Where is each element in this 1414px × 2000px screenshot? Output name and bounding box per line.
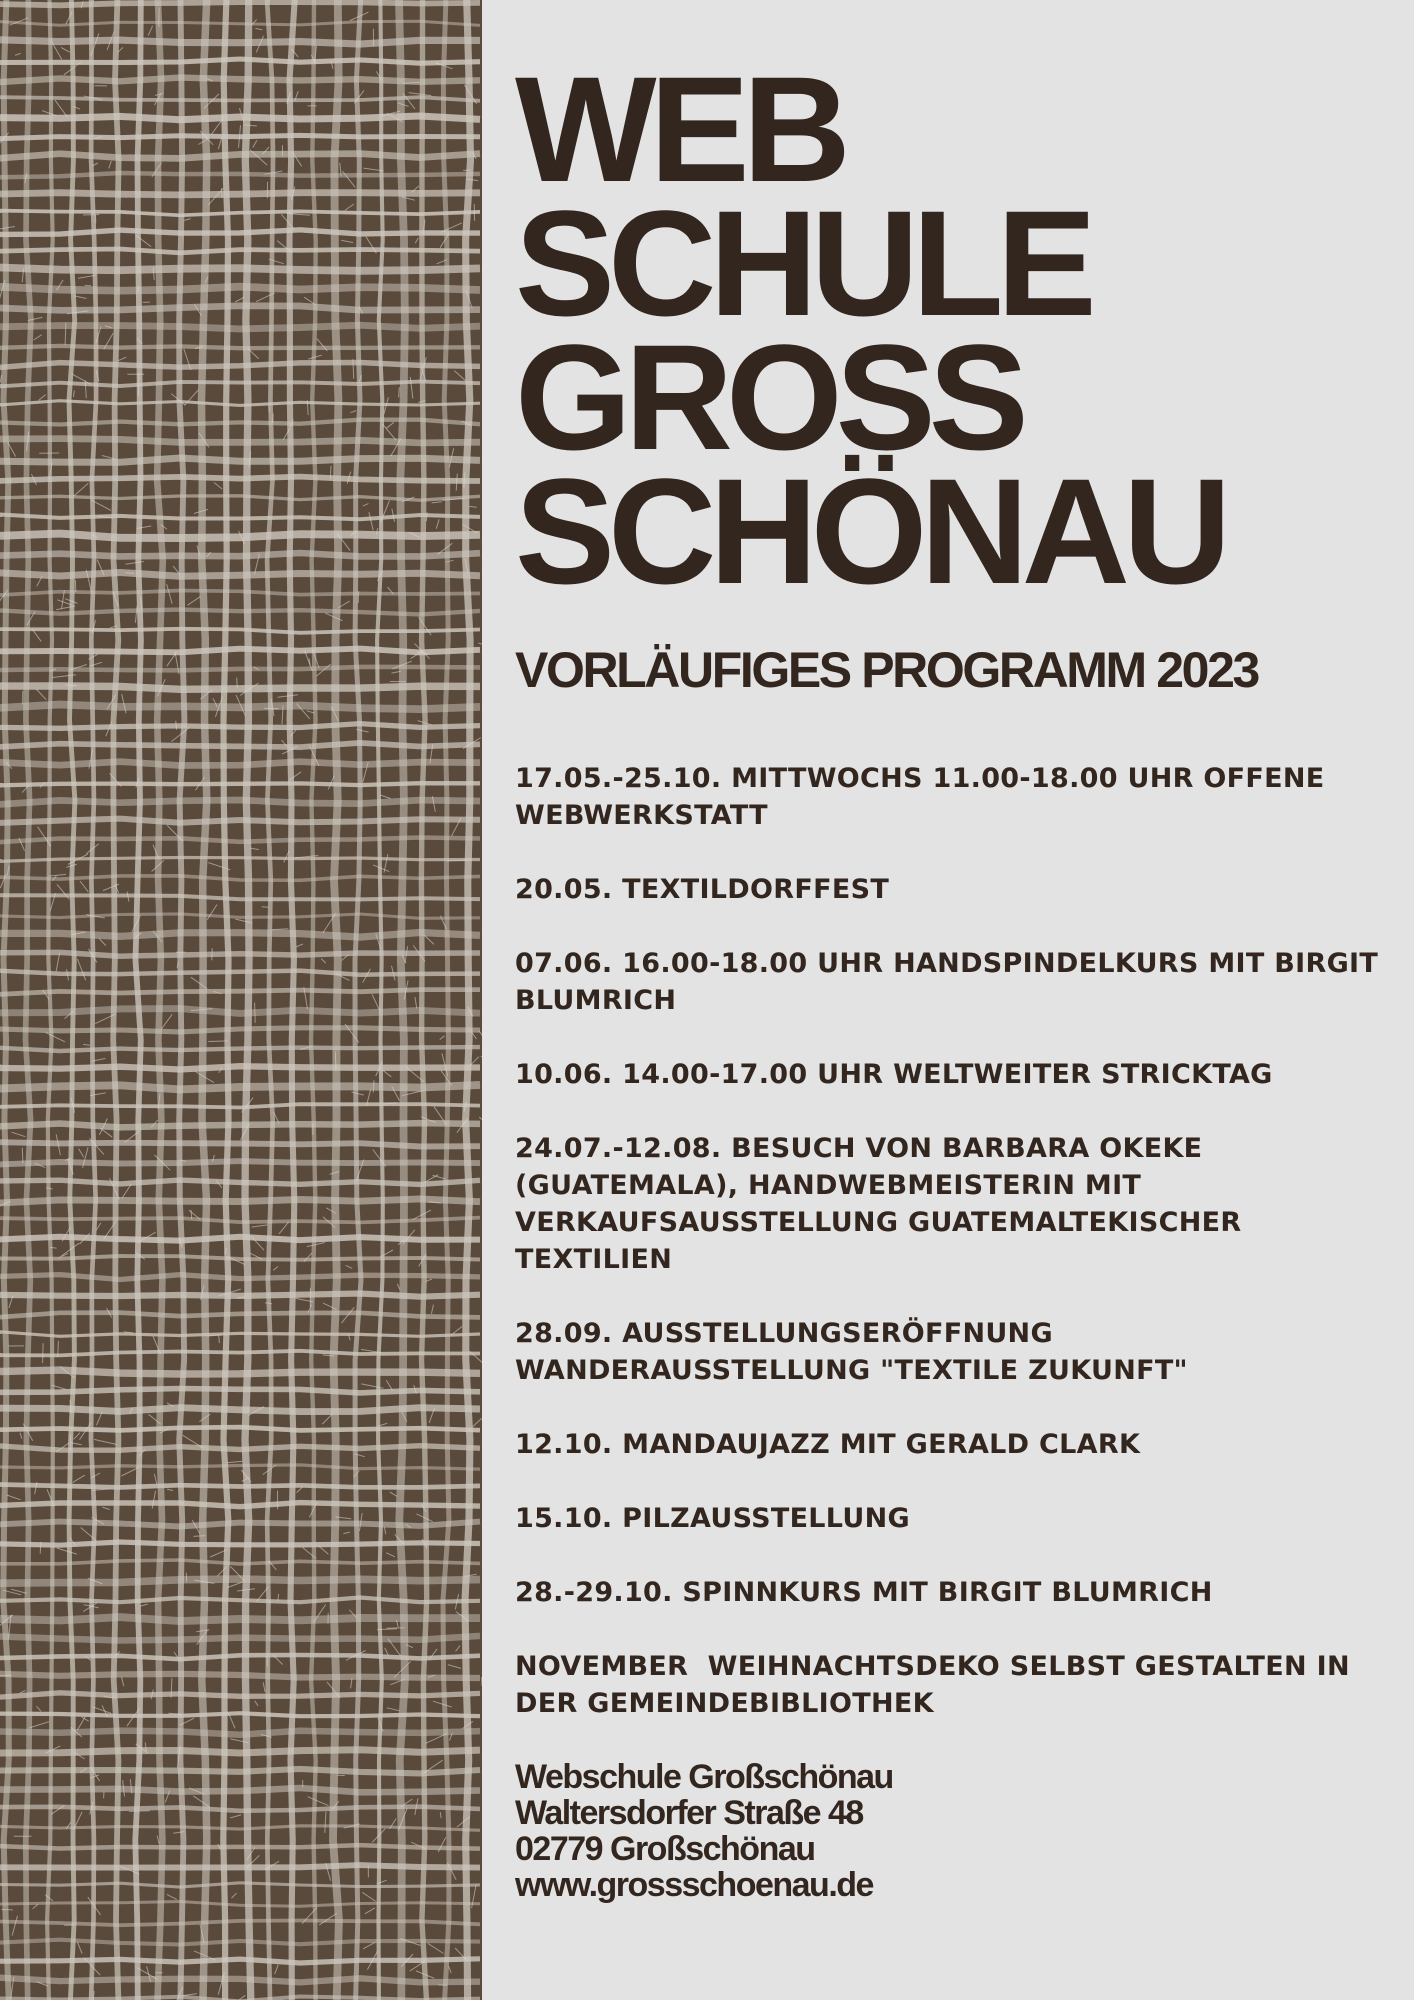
- contact-address: [515, 1759, 1395, 1903]
- title-line-3: GROSS: [515, 313, 1022, 481]
- event-list: [515, 760, 1395, 1722]
- event-item: 07.06. 16.00-18.00 UHR HANDSPINDELKURS MIT BIRGIT BLUMRICH: [515, 948, 1379, 1016]
- address-website: www.grossschoenau.de: [515, 1866, 873, 1904]
- event-item: 28.09. AUSSTELLUNGSERÖFFNUNG WANDERAUSSTELLUNG "TEXTILE ZUKUNFT": [515, 1318, 1188, 1386]
- event-item: 28.-29.10. SPINNKURS MIT BIRGIT BLUMRICH: [515, 1577, 1213, 1608]
- address-name: Webschule Großschönau: [515, 1758, 893, 1796]
- page-title: [515, 45, 1395, 615]
- address-street: Waltersdorfer Straße 48: [515, 1794, 863, 1832]
- event-item: NOVEMBER WEIHNACHTSDEKO SELBST GESTALTEN IN DER GEMEINDEBIBLIOTHEK: [515, 1651, 1360, 1719]
- address-city: 02779 Großschönau: [515, 1830, 815, 1868]
- program-subtitle: VORLÄUFIGES PROGRAMM 2023: [515, 642, 1258, 698]
- event-item: 15.10. PILZAUSSTELLUNG: [515, 1503, 910, 1534]
- event-item: 20.05. TEXTILDORFFEST: [515, 874, 890, 905]
- event-item: 10.06. 14.00-17.00 UHR WELTWEITER STRICKTAG: [515, 1059, 1273, 1090]
- woven-linen-fabric-image: [0, 0, 482, 2000]
- event-item: 12.10. MANDAUJAZZ MIT GERALD CLARK: [515, 1429, 1141, 1460]
- title-line-4: SCHÖNAU: [515, 447, 1225, 615]
- event-item: 24.07.-12.08. BESUCH VON BARBARA OKEKE (GUATEMALA), HANDWEBMEISTERIN MIT VERKAUFSAUSSTELLUNG GUATEMALTEKISCHER TEXTILIEN: [515, 1133, 1242, 1275]
- woven-fabric-photo: [0, 0, 482, 2000]
- title-line-2: SCHULE: [515, 179, 1090, 347]
- title-line-1: WEB: [515, 45, 844, 213]
- main-content: [515, 45, 1395, 1904]
- event-item: 17.05.-25.10. MITTWOCHS 11.00-18.00 UHR OFFENE WEBWERKSTATT: [515, 763, 1325, 831]
